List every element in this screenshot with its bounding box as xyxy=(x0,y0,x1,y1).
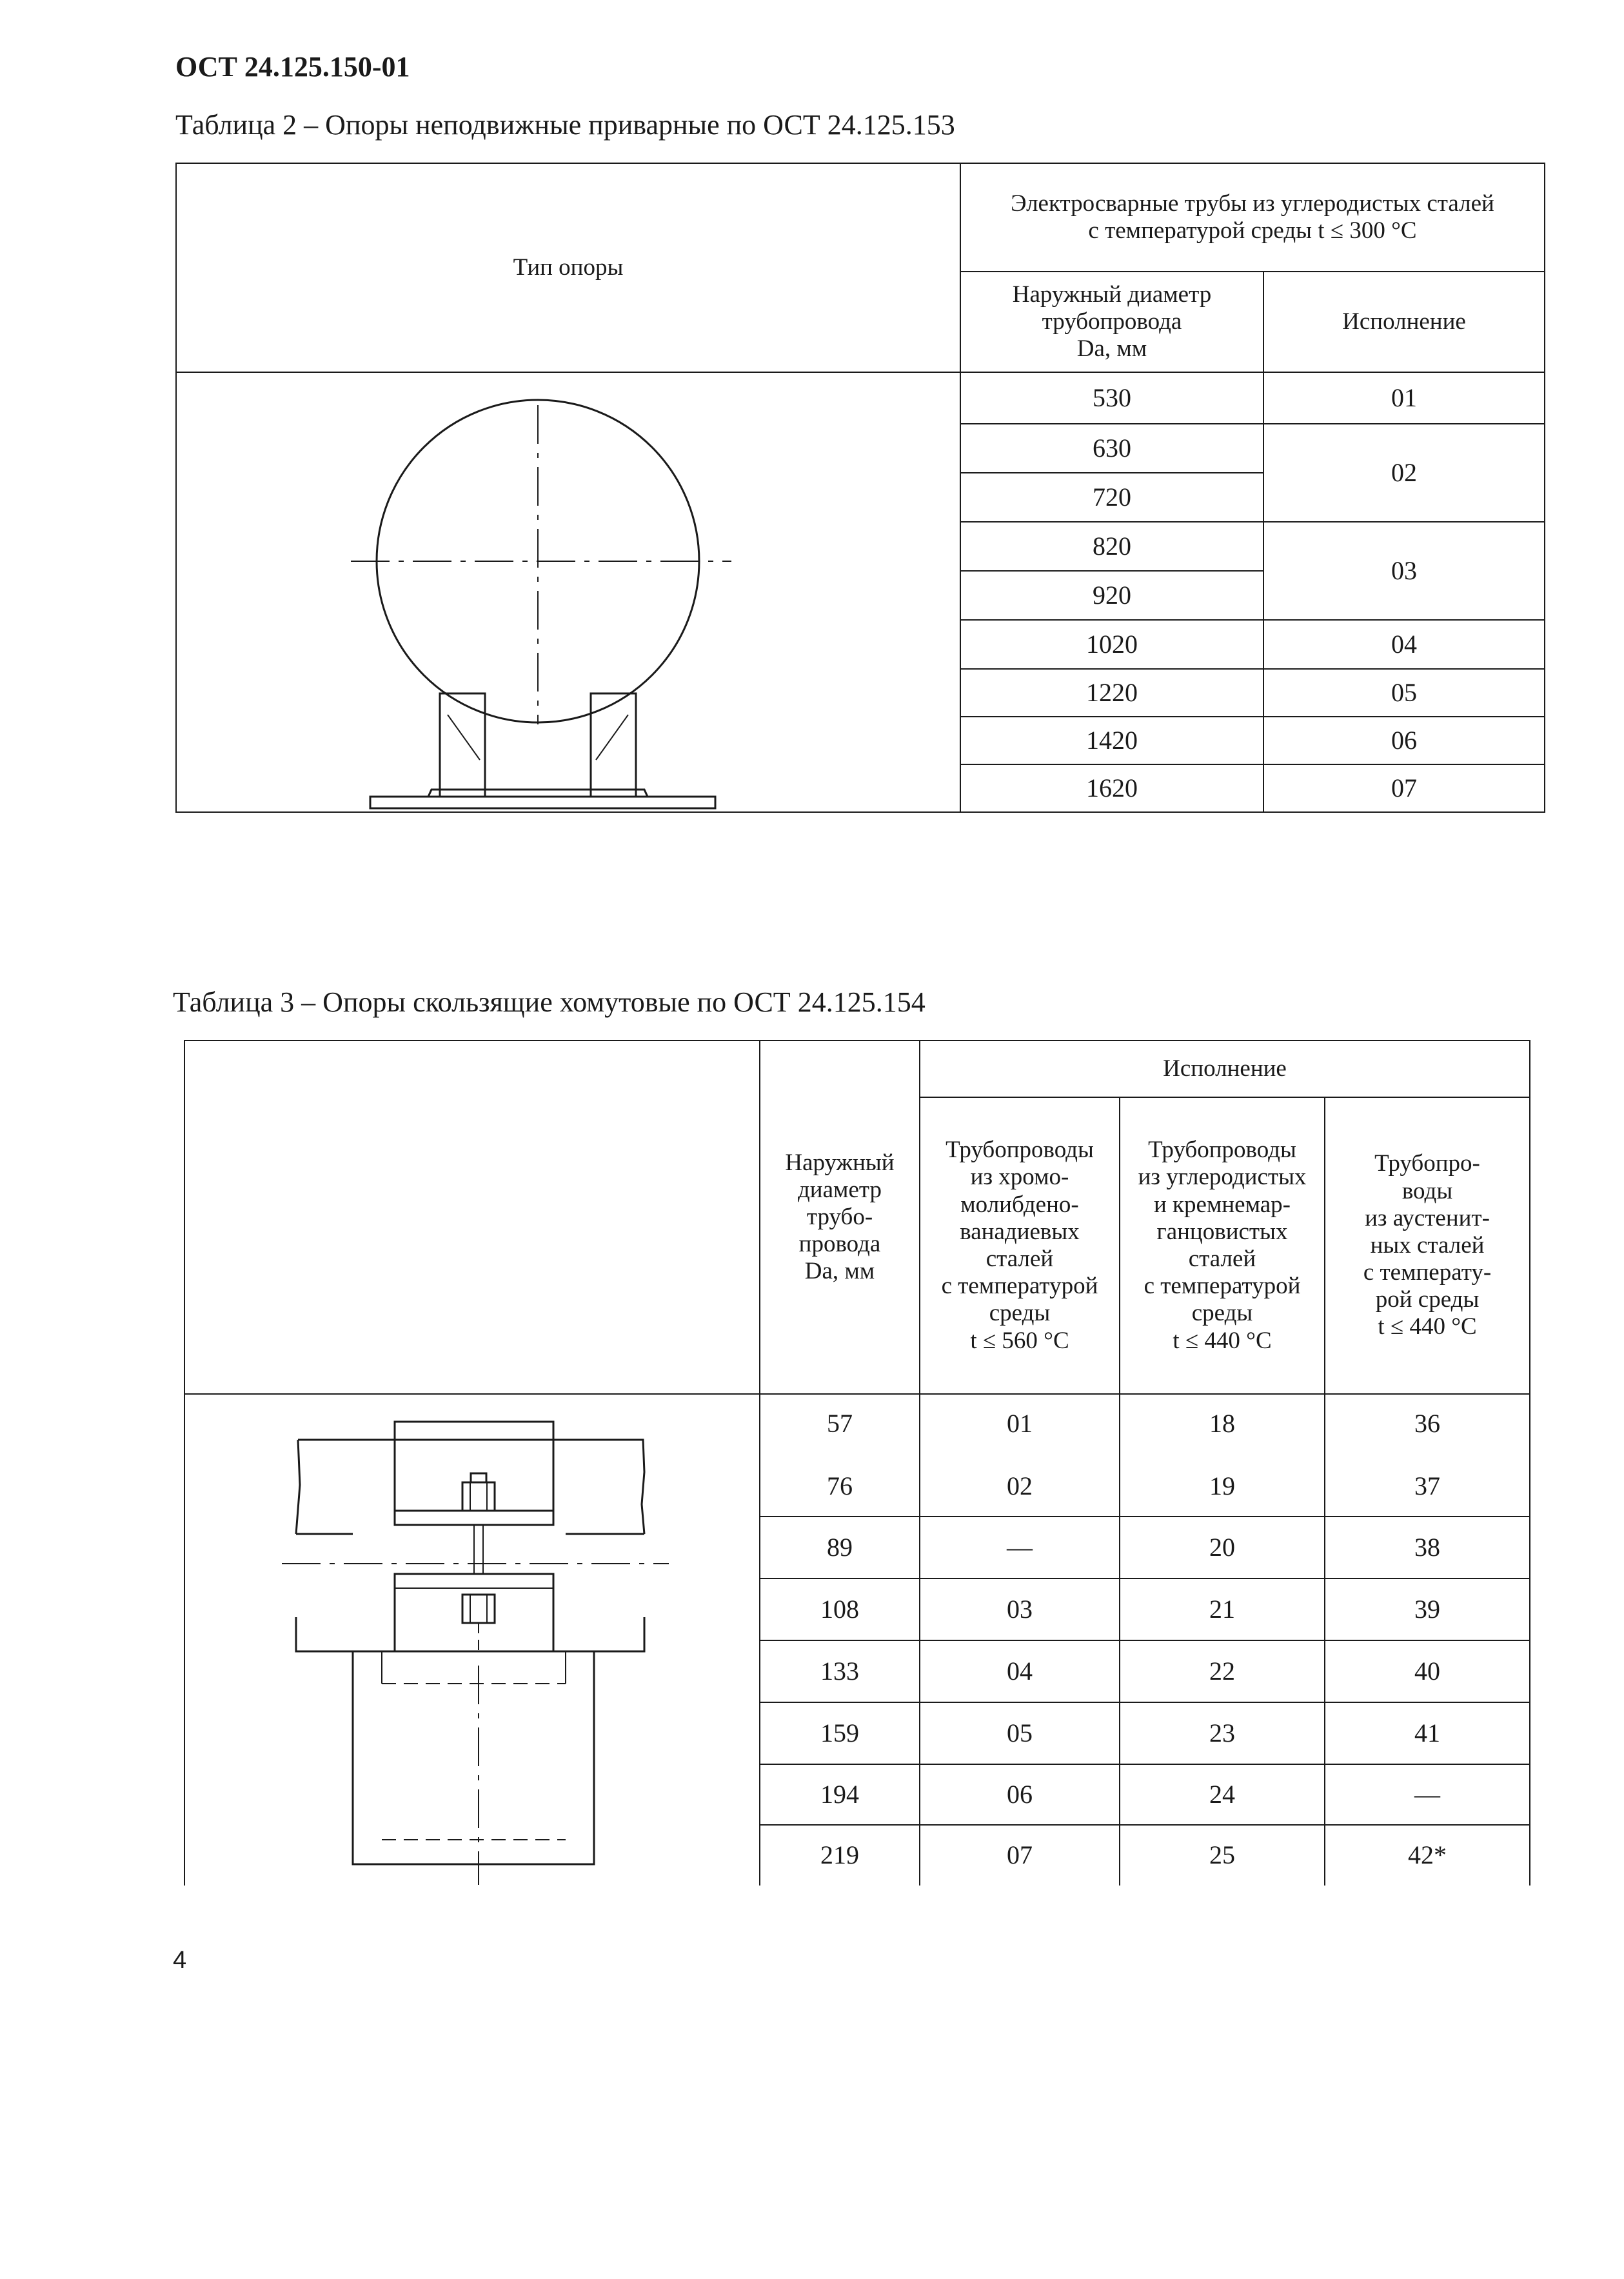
table-row: 133 xyxy=(760,1640,920,1702)
lower-nut xyxy=(462,1595,495,1623)
table-row: 159 xyxy=(760,1702,920,1764)
table2-row-execution: 05 xyxy=(1263,669,1545,717)
table2-col-execution: Исполнение xyxy=(1263,272,1545,372)
table2-row-diameter: 1620 xyxy=(960,764,1263,812)
table-row: 25 xyxy=(1120,1825,1325,1886)
upper-nut xyxy=(462,1482,495,1511)
fixed-support-figure xyxy=(177,373,961,819)
fixed-support-drawing xyxy=(176,372,960,812)
table2-row-execution: 01 xyxy=(1263,372,1545,424)
table-row: 22 xyxy=(1120,1640,1325,1702)
table2-row-execution: 07 xyxy=(1263,764,1545,812)
pipe-upper-edge xyxy=(298,1440,644,1534)
base-plate xyxy=(370,797,715,808)
table3-col-carbon: Трубопроводы из углеродистых и кремнемар- ганцовистых сталей с температурой среды t ≤ 440 °С xyxy=(1120,1097,1325,1394)
table2-row-diameter: 720 xyxy=(960,473,1263,522)
table3-header-empty xyxy=(184,1040,760,1394)
table2-row-diameter: 1020 xyxy=(960,620,1263,669)
clamp-support-drawing xyxy=(184,1394,760,1886)
table-row: 194 xyxy=(760,1764,920,1825)
table3-col-chrome-moly: Трубопроводы из хромо- молибдено- ванадиевых сталей с температурой среды t ≤ 560 °С xyxy=(920,1097,1120,1394)
table2-caption: Таблица 2 – Опоры неподвижные приварные по ОСТ 24.125.153 xyxy=(175,109,955,141)
table-row: 03 xyxy=(920,1578,1120,1640)
table-row: 89 xyxy=(760,1517,920,1578)
table-row: 21 xyxy=(1120,1578,1325,1640)
lower-clamp xyxy=(395,1574,553,1651)
table-row: 36 37 xyxy=(1325,1394,1530,1517)
table3-col-austenitic: Трубопро- воды из аустенит- ных сталей с температу- рой среды t ≤ 440 °С xyxy=(1325,1097,1530,1394)
table3-group-execution: Исполнение xyxy=(920,1040,1530,1097)
table2 xyxy=(175,163,1545,813)
table-row: 41 xyxy=(1325,1702,1530,1764)
table-row: 05 xyxy=(920,1702,1120,1764)
table2-row-execution: 03 xyxy=(1263,522,1545,620)
table-row: 38 xyxy=(1325,1517,1530,1578)
table2-row-execution: 04 xyxy=(1263,620,1545,669)
table2-group-header: Электросварные трубы из углеродистых сталей с температурой среды t ≤ 300 °С xyxy=(960,163,1545,272)
table2-row-diameter: 820 xyxy=(960,522,1263,571)
table-row: 39 xyxy=(1325,1578,1530,1640)
table-row: 01 02 xyxy=(920,1394,1120,1517)
table2-row-diameter: 1220 xyxy=(960,669,1263,717)
table2-row-diameter: 630 xyxy=(960,424,1263,473)
table-row: 42* xyxy=(1325,1825,1530,1886)
table-row: 18 19 xyxy=(1120,1394,1325,1517)
table-row: — xyxy=(920,1517,1120,1578)
table3-caption: Таблица 3 – Опоры скользящие хомутовые по ОСТ 24.125.154 xyxy=(173,986,926,1018)
table2-row-diameter: 530 xyxy=(960,372,1263,424)
weld-seam xyxy=(428,790,648,797)
table-row: 40 xyxy=(1325,1640,1530,1702)
table-row: 20 xyxy=(1120,1517,1325,1578)
table2-row-diameter: 1420 xyxy=(960,717,1263,764)
document-code: ОСТ 24.125.150-01 xyxy=(175,51,410,83)
table-row: 07 xyxy=(920,1825,1120,1886)
table2-row-execution: 02 xyxy=(1263,424,1545,522)
table-row: 108 xyxy=(760,1578,920,1640)
right-support-leg xyxy=(591,693,636,797)
table-row: 57 76 xyxy=(760,1394,920,1517)
table2-row-diameter: 920 xyxy=(960,571,1263,620)
table-row: — xyxy=(1325,1764,1530,1825)
table-row: 24 xyxy=(1120,1764,1325,1825)
table3-col-diameter: Наружный диаметр трубо- провода Da, мм xyxy=(760,1040,920,1394)
table-row: 04 xyxy=(920,1640,1120,1702)
table2-col-type: Тип опоры xyxy=(176,163,960,372)
table-row: 23 xyxy=(1120,1702,1325,1764)
left-support-leg xyxy=(440,693,485,797)
table2-col-diameter: Наружный диаметр трубопровода Da, мм xyxy=(960,272,1263,372)
clamp-support-figure xyxy=(185,1395,760,1885)
table-row: 06 xyxy=(920,1764,1120,1825)
page-number: 4 xyxy=(173,1947,187,1974)
table-row: 219 xyxy=(760,1825,920,1886)
table3 xyxy=(184,1040,1530,1886)
table2-row-execution: 06 xyxy=(1263,717,1545,764)
